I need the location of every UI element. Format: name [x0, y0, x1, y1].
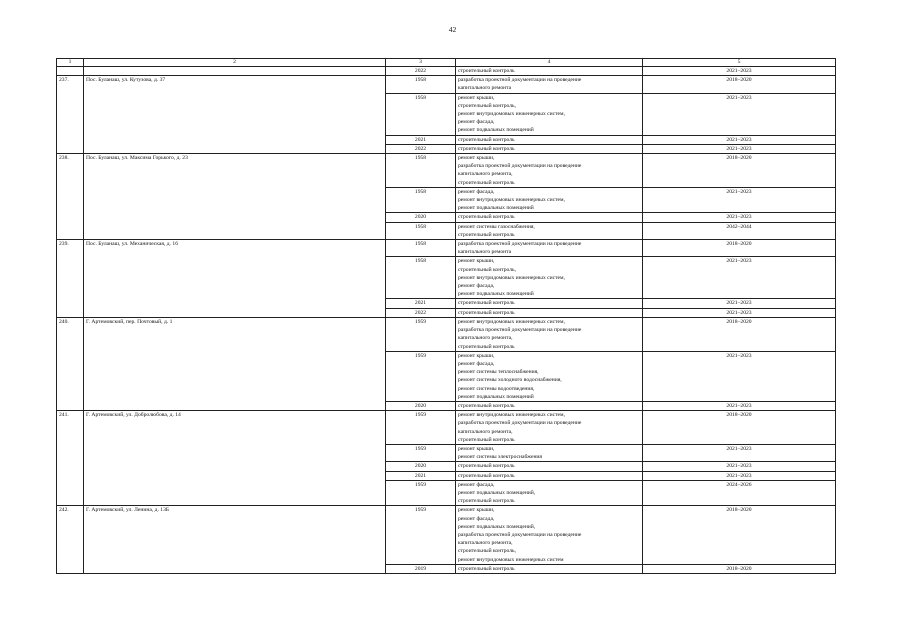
period-cell: 2021–2023: [643, 401, 836, 410]
work-cell: ремонт фасада, ремонт внутридомовых инженерных систем, ремонт подвальных помещений: [456, 187, 643, 213]
period-cell: 2018–2020: [643, 564, 836, 573]
table-body: [57, 67, 836, 574]
period-cell: 2021–2023: [643, 93, 836, 135]
row-number-cell: 241.: [57, 411, 84, 506]
work-cell: строительный контроль: [456, 462, 643, 471]
work-cell: разработка проектной документации на проведение капитального ремонта: [456, 76, 643, 93]
work-cell: строительный контроль: [456, 213, 643, 222]
year-cell: 2020: [386, 401, 456, 410]
year-cell: 2021: [386, 135, 456, 144]
table-row: [57, 154, 836, 188]
address-cell: Г. Артемовский, ул. Добролюбова, д. 14: [84, 411, 386, 506]
period-cell: 2021–2023: [643, 462, 836, 471]
address-cell: Г. Артемовский, пер. Почтовый, д. 1: [84, 317, 386, 410]
work-cell: строительный контроль: [456, 135, 643, 144]
year-cell: 2020: [386, 213, 456, 222]
col-header-3: 3: [386, 59, 456, 67]
period-cell: 2021–2023: [643, 67, 836, 76]
work-cell: ремонт фасада, ремонт подвальных помещений, строительный контроль: [456, 480, 643, 506]
work-cell: ремонт внутридомовых инженерных систем, разработка проектной документации на проведение капитального ремонта, строительный контроль: [456, 411, 643, 445]
period-cell: 2018–2020: [643, 154, 836, 188]
row-number-cell: 238.: [57, 154, 84, 240]
year-cell: 1959: [386, 351, 456, 401]
address-cell: Пос. Буланаш, ул. Механическая, д. 16: [84, 240, 386, 318]
col-header-5: 5: [643, 59, 836, 67]
period-cell: 2018–2020: [643, 240, 836, 257]
row-number-cell: 239.: [57, 240, 84, 318]
row-number-cell: [57, 67, 84, 76]
work-cell: ремонт крыши, ремонт фасада, ремонт системы теплоснабжения, ремонт системы холодного водоснабжения, ремонт системы водоотведения, ремонт подвальных помещений: [456, 351, 643, 401]
table-row: [57, 506, 836, 564]
work-cell: ремонт крыши, ремонт фасада, ремонт подвальных помещений, разработка проектной документации на проведение капитального ремонта, строительный контроль, ремонт внутридомовых инженерных систем: [456, 506, 643, 564]
period-cell: 2018–2020: [643, 317, 836, 351]
table-row: [57, 411, 836, 445]
work-cell: ремонт крыши, строительный контроль, ремонт внутридомовых инженерных систем, ремонт фасада, ремонт подвальных помещений: [456, 93, 643, 135]
year-cell: 1958: [386, 240, 456, 257]
work-cell: ремонт крыши, строительный контроль, ремонт внутридомовых инженерных систем, ремонт фасада, ремонт подвальных помещений: [456, 257, 643, 299]
work-cell: ремонт системы газоснабжения, строительный контроль: [456, 222, 643, 239]
period-cell: 2021–2023: [643, 257, 836, 299]
work-cell: ремонт крыши, ремонт системы электроснабжения: [456, 444, 643, 461]
year-cell: 2022: [386, 308, 456, 317]
year-cell: 1958: [386, 222, 456, 239]
year-cell: 2022: [386, 67, 456, 76]
period-cell: 2021–2023: [643, 299, 836, 308]
year-cell: 1958: [386, 76, 456, 93]
header-row: [57, 59, 836, 67]
period-cell: 2042–2044: [643, 222, 836, 239]
address-cell: Г. Артемовский, ул. Ленина, д. 13Б: [84, 506, 386, 574]
year-cell: 1958: [386, 93, 456, 135]
col-header-2: 2: [84, 59, 386, 67]
period-cell: 2018–2020: [643, 411, 836, 445]
work-cell: строительный контроль: [456, 144, 643, 153]
work-cell: строительный контроль: [456, 67, 643, 76]
work-cell: ремонт внутридомовых инженерных систем, разработка проектной документации на проведение капитального ремонта, строительный контроль: [456, 317, 643, 351]
work-cell: строительный контроль: [456, 471, 643, 480]
row-number-cell: 242.: [57, 506, 84, 574]
address-cell: Пос. Буланаш, ул. Кутузова, д. 37: [84, 76, 386, 154]
period-cell: 2021–2023: [643, 351, 836, 401]
period-cell: 2021–2023: [643, 213, 836, 222]
year-cell: 2021: [386, 299, 456, 308]
year-cell: 2021: [386, 471, 456, 480]
work-cell: разработка проектной документации на проведение капитального ремонта: [456, 240, 643, 257]
year-cell: 1958: [386, 154, 456, 188]
table-row: [57, 76, 836, 93]
period-cell: 2021–2023: [643, 135, 836, 144]
table-row: [57, 317, 836, 351]
address-cell: Пос. Буланаш, ул. Максима Горького, д. 23: [84, 154, 386, 240]
period-cell: 2021–2023: [643, 444, 836, 461]
year-cell: 2020: [386, 462, 456, 471]
period-cell: 2024–2026: [643, 480, 836, 506]
year-cell: 1959: [386, 506, 456, 564]
year-cell: 1959: [386, 317, 456, 351]
year-cell: 1958: [386, 257, 456, 299]
year-cell: 1959: [386, 411, 456, 445]
year-cell: 1959: [386, 444, 456, 461]
row-number-cell: 237.: [57, 76, 84, 154]
period-cell: 2021–2023: [643, 187, 836, 213]
address-cell: [84, 67, 386, 76]
year-cell: 1959: [386, 480, 456, 506]
page-number: 42: [448, 25, 457, 34]
work-cell: строительный контроль: [456, 299, 643, 308]
work-cell: ремонт крыши, разработка проектной документации на проведение капитального ремонта, строительный контроль: [456, 154, 643, 188]
work-cell: строительный контроль: [456, 308, 643, 317]
table-row: [57, 240, 836, 257]
table-row: [57, 67, 836, 76]
period-cell: 2021–2023: [643, 144, 836, 153]
work-cell: строительный контроль: [456, 401, 643, 410]
year-cell: 2022: [386, 144, 456, 153]
col-header-1: 1: [57, 59, 84, 67]
row-number-cell: 240.: [57, 317, 84, 410]
period-cell: 2021–2023: [643, 308, 836, 317]
work-cell: строительный контроль: [456, 564, 643, 573]
period-cell: 2018–2020: [643, 506, 836, 564]
year-cell: 1958: [386, 187, 456, 213]
period-cell: 2021–2023: [643, 471, 836, 480]
capital-repair-table: [56, 58, 836, 574]
year-cell: 2019: [386, 564, 456, 573]
period-cell: 2018–2020: [643, 76, 836, 93]
col-header-4: 4: [456, 59, 643, 67]
